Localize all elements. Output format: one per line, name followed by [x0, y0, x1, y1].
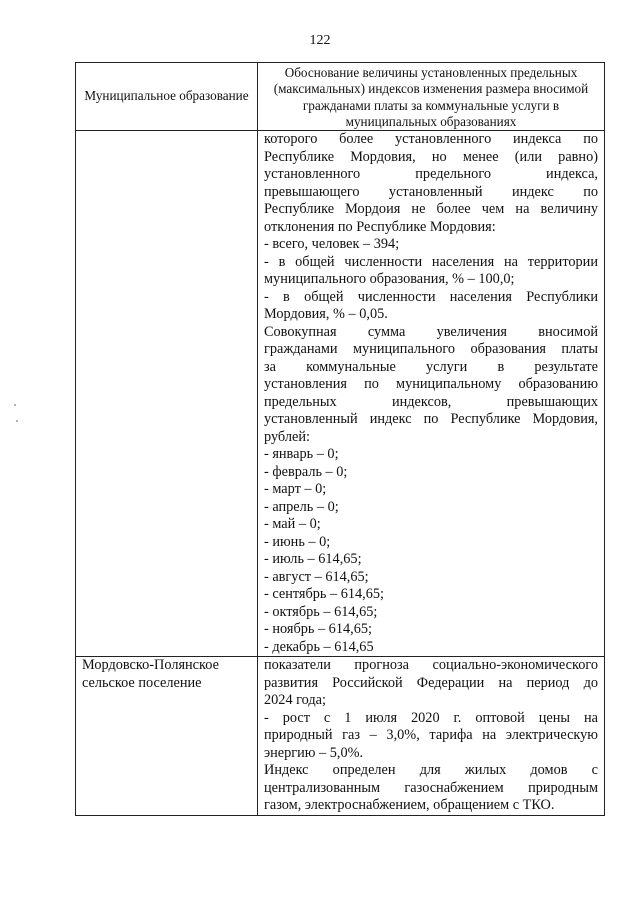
row1-municipality — [76, 131, 258, 657]
text-line: Совокупная сумма увеличения вносимой — [264, 323, 598, 340]
text-line: - ноябрь – 614,65; — [264, 621, 372, 638]
text-line: - июнь – 0; — [264, 533, 331, 550]
text-line: Индекс определен для жилых домов с — [264, 762, 598, 779]
scan-speck — [14, 404, 16, 406]
text-line: - июль – 614,65; — [264, 551, 362, 568]
table-header-row — [76, 63, 605, 131]
text-line: - всего, человек – 394; — [264, 236, 400, 253]
justification-table — [75, 62, 605, 816]
row2-municipality: Мордовско-Полянское сельское поселение — [76, 657, 258, 816]
header-municipality: Муниципальное образование — [76, 63, 258, 131]
text-line: 2024 года; — [264, 692, 327, 709]
text-line: - в общей численности населения Республики — [264, 288, 598, 305]
text-line: централизованным газоснабжением природным — [264, 779, 598, 796]
text-line: - в общей численности населения на территории — [264, 253, 598, 270]
text-line: показатели прогноза социально-экономического — [264, 657, 598, 674]
text-line: - сентябрь – 614,65; — [264, 586, 385, 603]
text-line: - февраль – 0; — [264, 463, 348, 480]
text-line: установленного предельного индекса, — [264, 166, 598, 183]
page-number: 122 — [309, 33, 331, 48]
text-line: установления по муниципальному образованию — [264, 376, 598, 393]
text-line: энергию – 5,0%. — [264, 744, 364, 761]
text-line: - рост с 1 июля 2020 г. оптовой цены на — [264, 709, 598, 726]
text-line: развития Российской Федерации на период до — [264, 674, 598, 691]
text-line: Мордовия, % – 0,05. — [264, 306, 388, 323]
row2-justification — [258, 657, 605, 816]
text-line: которого более установленного индекса по — [264, 131, 598, 148]
text-line: - январь – 0; — [264, 446, 339, 463]
row1-justification — [258, 131, 605, 657]
text-line: - май – 0; — [264, 516, 321, 533]
text-line: превышающего установленный индекс по — [264, 183, 598, 200]
text-line: установленный индекс по Республике Мордовия, — [264, 411, 598, 428]
text-line: природный газ – 3,0%, тарифа на электрическую — [264, 727, 598, 744]
text-line: - март – 0; — [264, 481, 327, 498]
text-line: предельных индексов, превышающих — [264, 393, 598, 410]
text-line: газом, электроснабжением, обращением с ТКО. — [264, 797, 555, 814]
text-line: рублей: — [264, 428, 310, 445]
scan-speck — [16, 420, 18, 422]
text-line: Республике Мордоия не более чем на величину — [264, 201, 598, 218]
text-line: муниципального образования, % – 100,0; — [264, 271, 515, 288]
text-line: - август – 614,65; — [264, 568, 369, 585]
text-line: - декабрь – 614,65 — [264, 638, 374, 655]
text-line: Республике Мордовия, но менее (или равно) — [264, 148, 598, 165]
text-line: - октябрь – 614,65; — [264, 603, 378, 620]
header-justification: Обоснование величины установленных предельных (максимальных) индексов изменения размера вносимой гражданами платы за коммунальные услуги в муниципальных образованиях — [258, 63, 605, 131]
text-line: отклонения по Республике Мордовия: — [264, 218, 496, 235]
table-row — [76, 131, 605, 657]
text-line: гражданами муниципального образования платы — [264, 341, 598, 358]
text-line: за коммунальные услуги в результате — [264, 358, 598, 375]
table-row — [76, 657, 605, 816]
text-line: - апрель – 0; — [264, 498, 339, 515]
